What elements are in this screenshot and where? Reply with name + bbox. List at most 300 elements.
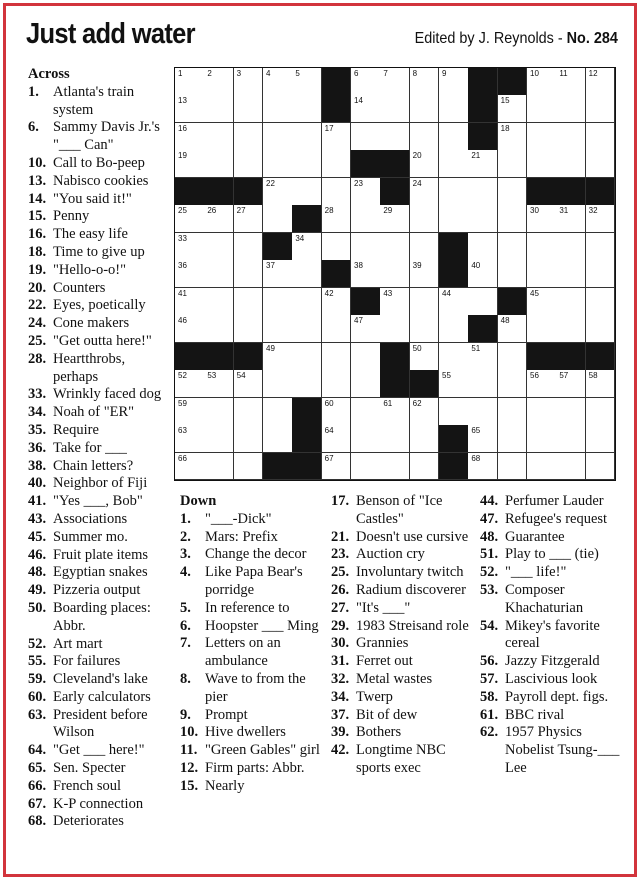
- down-clue-list-2: [331, 493, 476, 778]
- grid-cell[interactable]: [410, 178, 440, 206]
- grid-cell[interactable]: [586, 398, 616, 426]
- grid-cell[interactable]: [351, 398, 381, 426]
- grid-cell[interactable]: [380, 95, 410, 123]
- grid-cell[interactable]: [175, 95, 205, 123]
- grid-cell[interactable]: [175, 453, 205, 481]
- grid-cell[interactable]: [292, 178, 322, 206]
- clue[interactable]: [28, 493, 168, 511]
- clue[interactable]: [331, 724, 476, 742]
- grid-cell[interactable]: [527, 260, 557, 288]
- grid-cell[interactable]: [175, 260, 205, 288]
- clue[interactable]: [28, 173, 168, 191]
- grid-cell[interactable]: [204, 205, 234, 233]
- clue[interactable]: [28, 155, 168, 173]
- grid-cell[interactable]: [175, 123, 205, 151]
- grid-cell[interactable]: [292, 233, 322, 261]
- grid-cell[interactable]: [380, 288, 410, 316]
- clue[interactable]: [28, 511, 168, 529]
- clue[interactable]: [180, 760, 325, 778]
- clue-number: 57.: [480, 670, 499, 687]
- grid-cell[interactable]: [351, 343, 381, 371]
- grid-cell[interactable]: [498, 95, 528, 123]
- grid-cell[interactable]: [204, 95, 234, 123]
- grid-cell[interactable]: [498, 425, 528, 453]
- clue[interactable]: [28, 351, 168, 387]
- grid-cell[interactable]: [380, 123, 410, 151]
- grid-cell[interactable]: [527, 288, 557, 316]
- grid-cell[interactable]: [263, 288, 293, 316]
- grid-cell[interactable]: [556, 123, 586, 151]
- grid-cell[interactable]: [322, 150, 352, 178]
- clue[interactable]: [28, 404, 168, 422]
- grid-cell[interactable]: [234, 123, 264, 151]
- grid-black-square: [527, 343, 557, 371]
- clue[interactable]: [28, 458, 168, 476]
- clue[interactable]: [331, 618, 476, 636]
- grid-cell[interactable]: [586, 68, 616, 96]
- clue[interactable]: [28, 689, 168, 707]
- grid-cell[interactable]: [234, 288, 264, 316]
- grid-cell[interactable]: [556, 150, 586, 178]
- clue[interactable]: [180, 529, 325, 547]
- grid-cell[interactable]: [439, 288, 469, 316]
- clue-text: Call to Bo-peep: [53, 154, 145, 171]
- grid-cell[interactable]: [468, 343, 498, 371]
- grid-cell[interactable]: [498, 178, 528, 206]
- grid-cell[interactable]: [234, 150, 264, 178]
- grid-cell[interactable]: [498, 233, 528, 261]
- clue[interactable]: [331, 653, 476, 671]
- clue[interactable]: [480, 546, 625, 564]
- clue[interactable]: [28, 653, 168, 671]
- clue[interactable]: [331, 671, 476, 689]
- grid-cell[interactable]: [410, 315, 440, 343]
- grid-cell[interactable]: [380, 260, 410, 288]
- grid-cell-number: 46: [178, 316, 187, 326]
- grid-black-square: [586, 178, 616, 206]
- grid-cell[interactable]: [556, 370, 586, 398]
- grid-cell[interactable]: [175, 398, 205, 426]
- grid-cell[interactable]: [527, 123, 557, 151]
- clue[interactable]: [28, 315, 168, 333]
- clue-text: "Green Gables" girl: [205, 742, 320, 759]
- clue[interactable]: [28, 440, 168, 458]
- clue[interactable]: [28, 208, 168, 226]
- grid-cell[interactable]: [439, 150, 469, 178]
- grid-cell[interactable]: [351, 315, 381, 343]
- grid-cell[interactable]: [204, 425, 234, 453]
- grid-cell[interactable]: [468, 260, 498, 288]
- grid-cell[interactable]: [322, 233, 352, 261]
- clue-number: 42.: [331, 742, 350, 759]
- grid-cell[interactable]: [498, 343, 528, 371]
- grid-cell[interactable]: [204, 233, 234, 261]
- grid-cell[interactable]: [234, 315, 264, 343]
- grid-cell[interactable]: [175, 370, 205, 398]
- clue-text: Fruit plate items: [53, 546, 149, 563]
- clue-text: Prompt: [205, 706, 248, 723]
- grid-cell[interactable]: [351, 178, 381, 206]
- clue-number: 17.: [331, 493, 350, 509]
- grid-cell[interactable]: [263, 68, 293, 96]
- grid-cell[interactable]: [234, 260, 264, 288]
- clue[interactable]: [28, 671, 168, 689]
- clue[interactable]: [331, 707, 476, 725]
- clue[interactable]: [28, 84, 168, 120]
- grid-cell[interactable]: [498, 370, 528, 398]
- grid-cell[interactable]: [175, 233, 205, 261]
- grid-cell[interactable]: [410, 398, 440, 426]
- grid-cell[interactable]: [263, 178, 293, 206]
- clue[interactable]: [480, 511, 625, 529]
- grid-cell[interactable]: [468, 398, 498, 426]
- grid-cell[interactable]: [498, 150, 528, 178]
- grid-cell[interactable]: [410, 288, 440, 316]
- grid-cell-number: 12: [588, 69, 598, 78]
- clue[interactable]: [331, 529, 476, 547]
- grid-cell[interactable]: [263, 343, 293, 371]
- clue[interactable]: [331, 742, 476, 778]
- grid-cell-number: 37: [266, 261, 275, 271]
- grid-cell[interactable]: [410, 233, 440, 261]
- grid-cell[interactable]: [527, 453, 557, 481]
- clue[interactable]: [28, 547, 168, 565]
- grid-cell[interactable]: [175, 425, 205, 453]
- clue[interactable]: [28, 707, 168, 743]
- grid-cell[interactable]: [292, 288, 322, 316]
- grid-cell[interactable]: [351, 123, 381, 151]
- grid-cell[interactable]: [234, 398, 264, 426]
- grid-cell[interactable]: [322, 178, 352, 206]
- grid-cell[interactable]: [322, 453, 352, 481]
- grid-cell[interactable]: [263, 398, 293, 426]
- clue[interactable]: [180, 707, 325, 725]
- clue[interactable]: [180, 546, 325, 564]
- grid-cell[interactable]: [556, 425, 586, 453]
- grid-cell[interactable]: [468, 370, 498, 398]
- clue[interactable]: [180, 671, 325, 707]
- grid-cell[interactable]: [351, 370, 381, 398]
- clue-text: Early calculators: [53, 688, 151, 705]
- grid-cell[interactable]: [586, 260, 616, 288]
- grid-cell[interactable]: [468, 178, 498, 206]
- clue[interactable]: [331, 546, 476, 564]
- grid-cell[interactable]: [586, 315, 616, 343]
- grid-cell[interactable]: [380, 233, 410, 261]
- grid-cell[interactable]: [586, 205, 616, 233]
- clue[interactable]: [28, 191, 168, 209]
- across-heading: Across: [28, 66, 70, 82]
- grid-cell-number: 65: [471, 426, 481, 436]
- grid-cell[interactable]: [351, 425, 381, 453]
- grid-cell[interactable]: [439, 315, 469, 343]
- clue-text: BBC rival: [505, 706, 565, 723]
- grid-cell[interactable]: [410, 260, 440, 288]
- clue[interactable]: [480, 618, 625, 654]
- grid-cell[interactable]: [351, 68, 381, 96]
- grid-cell[interactable]: [556, 260, 586, 288]
- grid-cell[interactable]: [468, 205, 498, 233]
- grid-cell[interactable]: [527, 233, 557, 261]
- clue[interactable]: [28, 262, 168, 280]
- clue[interactable]: [28, 600, 168, 636]
- grid-cell[interactable]: [263, 315, 293, 343]
- clue[interactable]: [28, 564, 168, 582]
- grid-cell[interactable]: [322, 343, 352, 371]
- clue-text: "You said it!": [53, 190, 132, 207]
- grid-cell[interactable]: [380, 68, 410, 96]
- grid-cell[interactable]: [234, 453, 264, 481]
- grid-cell[interactable]: [410, 343, 440, 371]
- grid-cell[interactable]: [263, 370, 293, 398]
- grid-cell[interactable]: [439, 205, 469, 233]
- grid-cell[interactable]: [292, 260, 322, 288]
- grid-cell[interactable]: [556, 95, 586, 123]
- clue-number: 38.: [28, 457, 47, 474]
- grid-cell[interactable]: [322, 398, 352, 426]
- grid-cell[interactable]: [527, 370, 557, 398]
- grid-cell[interactable]: [556, 233, 586, 261]
- clue[interactable]: [331, 493, 476, 529]
- grid-black-square: [322, 260, 352, 288]
- grid-cell[interactable]: [439, 178, 469, 206]
- grid-cell[interactable]: [527, 315, 557, 343]
- clue[interactable]: [480, 564, 625, 582]
- grid-cell[interactable]: [410, 205, 440, 233]
- grid-cell[interactable]: [586, 123, 616, 151]
- grid-cell[interactable]: [234, 205, 264, 233]
- grid-cell[interactable]: [351, 233, 381, 261]
- grid-cell[interactable]: [586, 453, 616, 481]
- clue[interactable]: [28, 636, 168, 654]
- grid-cell[interactable]: [439, 123, 469, 151]
- grid-cell[interactable]: [468, 233, 498, 261]
- clue[interactable]: [180, 778, 325, 796]
- clue[interactable]: [331, 564, 476, 582]
- grid-cell[interactable]: [556, 288, 586, 316]
- clue[interactable]: [180, 635, 325, 671]
- clue[interactable]: [180, 511, 325, 529]
- grid-cell[interactable]: [498, 205, 528, 233]
- grid-cell[interactable]: [410, 425, 440, 453]
- grid-cell[interactable]: [527, 95, 557, 123]
- clue[interactable]: [331, 689, 476, 707]
- grid-cell[interactable]: [498, 260, 528, 288]
- grid-cell[interactable]: [527, 68, 557, 96]
- clue[interactable]: [28, 280, 168, 298]
- grid-cell[interactable]: [527, 205, 557, 233]
- clue-text: Penny: [53, 208, 90, 225]
- grid-cell[interactable]: [204, 315, 234, 343]
- grid-cell[interactable]: [263, 150, 293, 178]
- clue[interactable]: [28, 475, 168, 493]
- down-clue-list-3: [480, 493, 625, 778]
- clue[interactable]: [331, 600, 476, 618]
- grid-cell[interactable]: [468, 453, 498, 481]
- clue[interactable]: [180, 600, 325, 618]
- clue-number: 55.: [28, 653, 47, 670]
- clue[interactable]: [480, 529, 625, 547]
- clue[interactable]: [28, 760, 168, 778]
- grid-cell[interactable]: [292, 343, 322, 371]
- grid-cell[interactable]: [322, 425, 352, 453]
- clue[interactable]: [28, 582, 168, 600]
- grid-cell[interactable]: [351, 205, 381, 233]
- clue-number: 68.: [28, 813, 47, 830]
- clue[interactable]: [480, 653, 625, 671]
- clue[interactable]: [331, 582, 476, 600]
- grid-cell-number: 57: [559, 371, 569, 381]
- clue[interactable]: [480, 724, 625, 777]
- grid-cell[interactable]: [410, 453, 440, 481]
- grid-cell[interactable]: [292, 123, 322, 151]
- grid-cell[interactable]: [204, 453, 234, 481]
- grid-cell[interactable]: [175, 150, 205, 178]
- clue[interactable]: [480, 671, 625, 689]
- grid-cell[interactable]: [292, 315, 322, 343]
- clue[interactable]: [180, 564, 325, 600]
- grid-cell[interactable]: [380, 398, 410, 426]
- clue[interactable]: [28, 119, 168, 155]
- grid-cell-number: 3: [236, 69, 242, 78]
- clue[interactable]: [480, 493, 625, 511]
- grid-cell[interactable]: [556, 453, 586, 481]
- grid-cell[interactable]: [556, 315, 586, 343]
- clue[interactable]: [28, 529, 168, 547]
- grid-cell[interactable]: [204, 370, 234, 398]
- grid-cell[interactable]: [556, 205, 586, 233]
- grid-cell[interactable]: [351, 453, 381, 481]
- grid-cell[interactable]: [439, 343, 469, 371]
- grid-cell[interactable]: [410, 123, 440, 151]
- grid-cell[interactable]: [234, 425, 264, 453]
- clue[interactable]: [28, 333, 168, 351]
- grid-cell[interactable]: [263, 95, 293, 123]
- grid-cell[interactable]: [263, 425, 293, 453]
- grid-cell[interactable]: [292, 150, 322, 178]
- clue[interactable]: [28, 244, 168, 262]
- clue[interactable]: [180, 724, 325, 742]
- clue[interactable]: [28, 742, 168, 760]
- grid-cell[interactable]: [175, 288, 205, 316]
- grid-cell[interactable]: [322, 123, 352, 151]
- grid-cell[interactable]: [263, 123, 293, 151]
- grid-cell[interactable]: [498, 123, 528, 151]
- grid-cell[interactable]: [380, 205, 410, 233]
- grid-cell[interactable]: [175, 315, 205, 343]
- clue-text: Sammy Davis Jr.'s "___ Can": [53, 119, 160, 154]
- crossword-grid[interactable]: [174, 67, 616, 481]
- clue[interactable]: [480, 707, 625, 725]
- grid-cell[interactable]: [439, 68, 469, 96]
- grid-cell[interactable]: [263, 260, 293, 288]
- clue[interactable]: [28, 386, 168, 404]
- grid-cell[interactable]: [410, 95, 440, 123]
- grid-cell[interactable]: [556, 398, 586, 426]
- clue-number: 47.: [480, 510, 499, 527]
- grid-cell[interactable]: [556, 68, 586, 96]
- grid-cell[interactable]: [527, 150, 557, 178]
- grid-cell[interactable]: [234, 68, 264, 96]
- grid-cell[interactable]: [586, 288, 616, 316]
- grid-cell[interactable]: [439, 370, 469, 398]
- clue[interactable]: [28, 796, 168, 814]
- grid-cell[interactable]: [322, 288, 352, 316]
- grid-cell[interactable]: [439, 398, 469, 426]
- grid-cell[interactable]: [380, 425, 410, 453]
- grid-cell-number: 36: [178, 261, 187, 271]
- grid-cell[interactable]: [410, 150, 440, 178]
- clue[interactable]: [480, 582, 625, 618]
- clue[interactable]: [331, 635, 476, 653]
- clue[interactable]: [28, 422, 168, 440]
- grid-cell[interactable]: [175, 68, 205, 96]
- grid-cell[interactable]: [527, 398, 557, 426]
- clue-number: 1.: [180, 510, 191, 527]
- clue[interactable]: [28, 297, 168, 315]
- grid-cell[interactable]: [380, 453, 410, 481]
- grid-cell[interactable]: [204, 260, 234, 288]
- clue-number: 60.: [28, 688, 47, 705]
- grid-black-square: [556, 343, 586, 371]
- grid-cell[interactable]: [498, 315, 528, 343]
- clue-text: Neighbor of Fiji: [53, 475, 148, 492]
- clue[interactable]: [180, 618, 325, 636]
- grid-cell[interactable]: [586, 233, 616, 261]
- grid-cell[interactable]: [322, 205, 352, 233]
- grid-cell[interactable]: [322, 370, 352, 398]
- grid-cell[interactable]: [292, 95, 322, 123]
- clue[interactable]: [28, 813, 168, 831]
- grid-cell[interactable]: [204, 288, 234, 316]
- grid-cell[interactable]: [410, 68, 440, 96]
- grid-cell[interactable]: [527, 425, 557, 453]
- clue[interactable]: [180, 742, 325, 760]
- grid-cell[interactable]: [586, 425, 616, 453]
- grid-cell[interactable]: [439, 95, 469, 123]
- grid-cell[interactable]: [468, 425, 498, 453]
- grid-cell[interactable]: [292, 370, 322, 398]
- grid-cell[interactable]: [498, 398, 528, 426]
- grid-cell[interactable]: [204, 68, 234, 96]
- clue[interactable]: [480, 689, 625, 707]
- grid-cell[interactable]: [204, 398, 234, 426]
- grid-cell[interactable]: [586, 150, 616, 178]
- grid-cell[interactable]: [498, 453, 528, 481]
- grid-cell[interactable]: [175, 205, 205, 233]
- grid-cell[interactable]: [586, 95, 616, 123]
- grid-cell[interactable]: [468, 288, 498, 316]
- grid-cell[interactable]: [322, 315, 352, 343]
- issue-number: No. 284: [566, 30, 618, 47]
- grid-cell[interactable]: [292, 68, 322, 96]
- clue[interactable]: [28, 778, 168, 796]
- grid-cell[interactable]: [586, 370, 616, 398]
- grid-cell[interactable]: [263, 205, 293, 233]
- grid-cell[interactable]: [204, 150, 234, 178]
- grid-cell[interactable]: [380, 315, 410, 343]
- grid-cell[interactable]: [234, 233, 264, 261]
- grid-cell[interactable]: [351, 260, 381, 288]
- grid-cell[interactable]: [204, 123, 234, 151]
- grid-cell[interactable]: [234, 95, 264, 123]
- clue-number: 56.: [480, 653, 499, 670]
- grid-cell[interactable]: [468, 150, 498, 178]
- grid-cell[interactable]: [351, 95, 381, 123]
- clue-text: Twerp: [356, 688, 393, 705]
- clue[interactable]: [28, 226, 168, 244]
- grid-cell[interactable]: [234, 370, 264, 398]
